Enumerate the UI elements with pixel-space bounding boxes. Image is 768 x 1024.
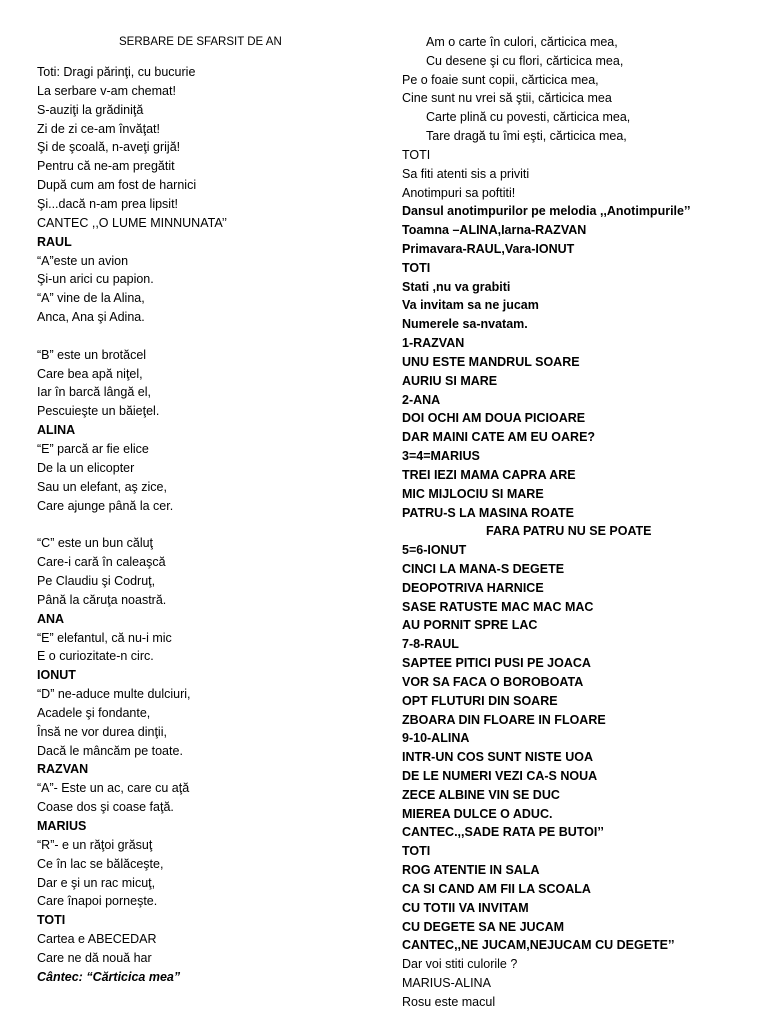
left-column-line: Pe Claudiu şi Codruţ, xyxy=(37,573,156,588)
right-column-line: TOTI xyxy=(402,147,431,162)
left-column-line: ALINA xyxy=(37,423,76,438)
left-column-line: “D” ne-aduce multe dulciuri, xyxy=(37,687,191,702)
right-column-line: INTR-UN COS SUNT NISTE UOA xyxy=(402,750,593,765)
left-column-line: Care-i cară în caleaşcă xyxy=(37,555,166,570)
right-column-line: DEOPOTRIVA HARNICE xyxy=(402,580,544,595)
right-column-line: DAR MAINI CATE AM EU OARE? xyxy=(402,430,596,445)
left-column-line: Iar în barcă lângă el, xyxy=(37,385,151,400)
right-column-line: ROG ATENTIE IN SALA xyxy=(402,863,540,878)
left-column-line: “E” parcă ar fie elice xyxy=(37,442,149,456)
right-column-line: SASE RATUSTE MAC MAC MAC xyxy=(402,599,594,614)
left-column-line: CANTEC ,,O LUME MINNUNATA’’ xyxy=(37,215,228,230)
left-column-line: “R”- e un răţoi grăsuţ xyxy=(37,837,153,852)
right-column-line: Pe o foaie sunt copii, cărticica mea, xyxy=(402,72,599,87)
left-column-line: Sau un elefant, aş zice, xyxy=(37,479,167,494)
left-column-line: După cum am fost de harnici xyxy=(37,178,197,193)
right-column-line: CU DEGETE SA NE JUCAM xyxy=(402,919,565,934)
left-column-line: Coase dos şi coase faţă. xyxy=(37,800,174,815)
left-column-line: Şi de şcoală, n-aveţi grijă! xyxy=(37,140,181,155)
left-column-line: Acadele şi fondante, xyxy=(37,705,151,720)
left-column-line: Şi-un arici cu papion. xyxy=(37,272,154,287)
right-column-line: Va invitam sa ne jucam xyxy=(402,298,539,313)
left-column-line: E o curiozitate-n circ. xyxy=(37,649,154,664)
left-column-line: “A” vine de la Alina, xyxy=(37,291,145,306)
right-column-line: MARIUS-ALINA xyxy=(402,976,491,990)
right-column-line: Sa fiti atenti sis a priviti xyxy=(402,166,530,181)
left-column-line: MARIUS xyxy=(37,819,87,833)
right-column-line: Toamna –ALINA,Iarna-RAZVAN xyxy=(402,223,587,238)
left-column-line: “E” elefantul, că nu-i mic xyxy=(37,630,172,645)
right-column-line: Cine sunt nu vrei să ştii, cărticica mea xyxy=(402,91,612,106)
right-column-line: Dar voi stiti culorile ? xyxy=(402,957,518,972)
right-column-line: Rosu este macul xyxy=(402,994,496,1009)
left-column-line: “A”- Este un ac, care cu aţă xyxy=(37,781,190,796)
left-column-line: Care ne dă nouă har xyxy=(37,950,152,965)
left-column-line: Până la căruţa noastră. xyxy=(37,592,167,607)
left-column-line: Care ajunge până la cer. xyxy=(37,498,174,513)
left-column-line: RAUL xyxy=(37,234,72,249)
left-column-line: “A”este un avion xyxy=(37,253,129,268)
right-column-line: Carte plină cu povesti, cărticica mea, xyxy=(426,110,631,125)
right-column-line: TOTI xyxy=(402,844,431,859)
right-column-line: MIC MIJLOCIU SI MARE xyxy=(402,486,544,501)
right-column-line: TREI IEZI MAMA CAPRA ARE xyxy=(402,467,576,482)
right-column-line: 5=6-IONUT xyxy=(402,543,467,558)
right-column-line: 2-ANA xyxy=(402,392,441,407)
right-column-line: AURIU SI MARE xyxy=(402,373,498,388)
left-column-line: Toti: Dragi părinţi, cu bucurie xyxy=(37,65,196,79)
right-column-line: CA SI CAND AM FII LA SCOALA xyxy=(402,881,591,896)
left-column-line: Şi...dacă n-am prea lipsit! xyxy=(37,196,179,211)
left-column-line: Pescuieşte un băieţel. xyxy=(37,404,160,419)
left-column-line: Cartea e ABECEDAR xyxy=(37,932,157,947)
right-column-line: TOTI xyxy=(402,260,431,275)
left-column-line: Care înapoi porneşte. xyxy=(37,894,158,909)
right-column-line: FARA PATRU NU SE POATE xyxy=(486,524,652,539)
right-column-line: Primavara-RAUL,Vara-IONUT xyxy=(402,242,575,257)
left-column-line: IONUT xyxy=(37,668,76,683)
left-column-line: Zi de zi ce-am învăţat! xyxy=(37,121,160,136)
right-column-line: AU PORNIT SPRE LAC xyxy=(402,618,538,633)
right-column-line: CANTEC.,,SADE RATA PE BUTOI’’ xyxy=(402,825,604,840)
left-column-line: Pentru că ne-am pregătit xyxy=(37,159,175,174)
right-column-line: ZECE ALBINE VIN SE DUC xyxy=(402,787,560,802)
right-column-line: 1-RAZVAN xyxy=(402,336,465,351)
right-column-line: CANTEC,,NE JUCAM,NEJUCAM CU DEGETE’’ xyxy=(402,938,675,953)
right-column-line: MIEREA DULCE O ADUC. xyxy=(402,806,553,821)
right-column-line: Tare dragă tu îmi eşti, cărticica mea, xyxy=(426,129,627,144)
right-column-line: Anotimpuri sa poftiti! xyxy=(402,185,516,200)
right-column-line: OPT FLUTURI DIN SOARE xyxy=(402,693,558,708)
right-column-line: 9-10-ALINA xyxy=(402,731,470,746)
right-column-line: VOR SA FACA O BOROBOATA xyxy=(402,674,584,689)
left-column-line: TOTI xyxy=(37,913,66,928)
right-column-line: 7-8-RAUL xyxy=(402,637,459,652)
right-column-line: CINCI LA MANA-S DEGETE xyxy=(402,561,565,576)
page-title: SERBARE DE SFARSIT DE AN xyxy=(119,36,282,48)
right-column-line: Stati ,nu va grabiti xyxy=(402,279,511,294)
left-column-line: La serbare v-am chemat! xyxy=(37,83,176,98)
left-column-line: Care bea apă niţel, xyxy=(37,366,143,381)
right-column-line: Cu desene şi cu flori, cărticica mea, xyxy=(426,53,624,68)
left-column-line: S-auziţi la grădiniţă xyxy=(37,102,144,117)
left-column-line: Ce în lac se bălăceşte, xyxy=(37,856,164,871)
left-column-line: De la un elicopter xyxy=(37,460,135,475)
right-column-line: Am o carte în culori, cărticica mea, xyxy=(426,35,618,49)
right-column-line: Numerele sa-nvatam. xyxy=(402,317,528,332)
right-column-line: DE LE NUMERI VEZI CA-S NOUA xyxy=(402,768,598,783)
left-column-line: Dar e şi un rac micuţ, xyxy=(37,875,156,890)
left-column-line: ANA xyxy=(37,611,65,626)
left-column-line: “B” este un brotăcel xyxy=(37,347,147,362)
left-column-line: “C” este un bun căluţ xyxy=(37,536,154,551)
left-column-line: RAZVAN xyxy=(37,762,89,777)
right-column-line: CU TOTII VA INVITAM xyxy=(402,900,529,915)
left-column-line: Cântec: “Cărticica mea” xyxy=(37,969,181,984)
right-column-line: PATRU-S LA MASINA ROATE xyxy=(402,505,574,520)
right-column-line: Dansul anotimpurilor pe melodia ,,Anotimpurile’’ xyxy=(402,204,691,219)
left-column-line: Dacă le mâncăm pe toate. xyxy=(37,743,183,758)
right-column-line: UNU ESTE MANDRUL SOARE xyxy=(402,354,580,369)
right-column-line: SAPTEE PITICI PUSI PE JOACA xyxy=(402,656,591,671)
right-column-line: DOI OCHI AM DOUA PICIOARE xyxy=(402,411,586,426)
right-column-line: ZBOARA DIN FLOARE IN FLOARE xyxy=(402,712,606,727)
right-column-line: 3=4=MARIUS xyxy=(402,449,480,464)
left-column-line: Însă ne vor durea dinţii, xyxy=(37,724,167,739)
left-column-line: Anca, Ana şi Adina. xyxy=(37,310,145,325)
